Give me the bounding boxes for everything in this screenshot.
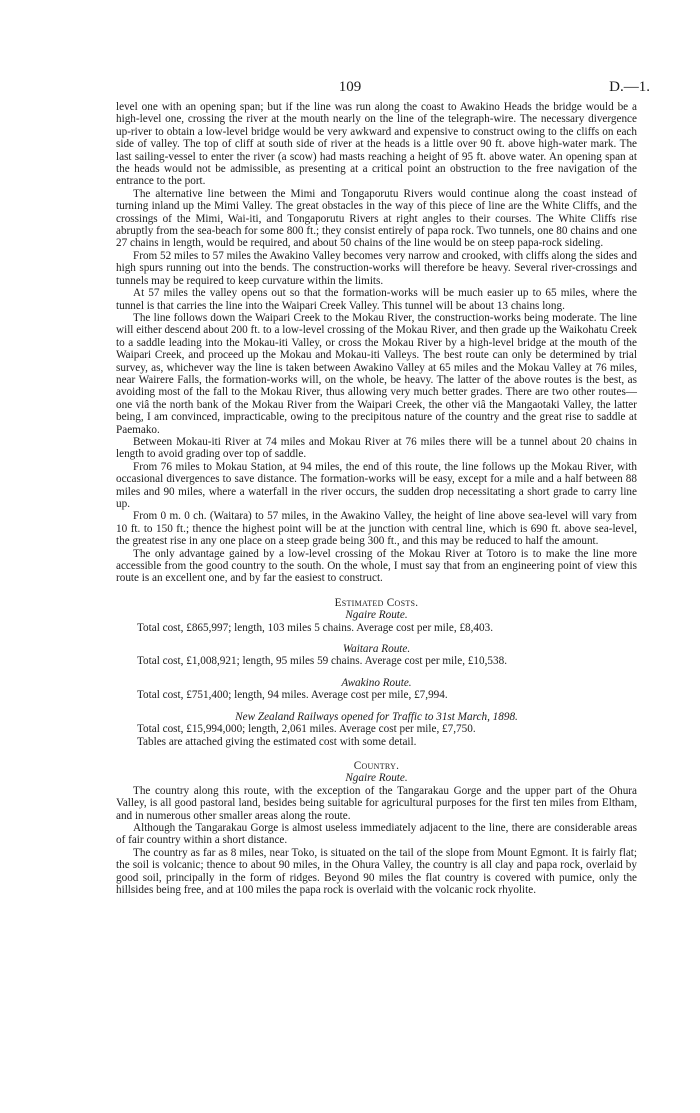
country-heading: Country. xyxy=(353,759,400,772)
paragraph: level one with an opening span; but if the line was run along the coast to Awakino Heads the bridge would be a high-level one, crossing the river at the mouth nearly on the line of the telegraph-wire. The necessary divergence up-river to obtain a low-level bridge would be very awkward and expensive to construct owing to the cliffs on each side of valley. The top of cliff at south side of river at the heads is a little over 90 ft. above high-water mark. The last sailing-vessel to enter the river (a scow) had masts reaching a height of 95 ft. above water. An opening span at the heads would not be admissible, as presenting at a critical point an obstruction to the free navigation of the entrance to the port. xyxy=(116,101,637,188)
route-heading: Ngaire Route. xyxy=(345,609,408,622)
paragraph: Between Mokau-iti River at 74 miles and Mokau River at 76 miles there will be a tunnel about 20 chains in length to avoid grading over top of saddle. xyxy=(116,435,637,461)
paragraph: The line follows down the Waipari Creek to the Mokau River, the construction-works being moderate. The line will either descend about 200 ft. to a low-level crossing of the Mokau River, and then grade up the Waikohatu Creek to a saddle leading into the Mokau-iti Valley, or cross the Mokau River by a high-level bridge at the mouth of the Waipari Creek, and proceed up the Mokau and Mokau-iti Valleys. The best route can only be determined by trial survey, as, whichever way the line is taken between Awakino Valley at 65 miles and the Mokau Valley at 76 miles, near Wairere Falls, the formation-works will, on the whole, be heavy. The latter of the above routes is the best, as avoiding most of the fall to the Mokau River, thus allowing very much better grades. There are two other routes—one viâ the north bank of the Mokau River from the Waipari Creek, the other viâ the Mangaotaki Valley, the latter being, I am convinced, impracticable, owing to the precipitous nature of the country and the great rise to saddle at Paemako. xyxy=(116,311,638,436)
page-number: 109 xyxy=(338,79,362,95)
route-heading: New Zealand Railways opened for Traffic to 31st March, 1898. xyxy=(235,710,518,723)
estimated-costs-heading: Estimated Costs. xyxy=(334,596,419,609)
route-heading: Awakino Route. xyxy=(341,676,412,689)
cost-line: Total cost, £865,997; length, 103 miles 5 chains. Average cost per mile, £8,403. xyxy=(137,621,494,634)
route-heading: Waitara Route. xyxy=(342,643,411,656)
cost-line: Total cost, £751,400; length, 94 miles. Average cost per mile, £7,994. xyxy=(137,689,448,702)
body-text xyxy=(116,101,637,896)
cost-line: Total cost, £1,008,921; length, 95 miles 59 chains. Average cost per mile, £10,538. xyxy=(137,655,507,668)
paragraph: From 52 miles to 57 miles the Awakino Valley becomes very narrow and crooked, with cliffs along the sides and high spurs running out into the bends. The construction-works will therefore be heavy. Several river-crossings and tunnels may be required to keep curvature within the limits. xyxy=(116,249,637,287)
paragraph: The alternative line between the Mimi and Tongaporutu Rivers would continue along the coast instead of turning inland up the Mimi Valley. The great obstacles in the way of this piece of line are the White Cliffs, and the crossings of the Mimi, Wai-iti, and Tongaporutu Rivers at right angles to their courses. The White Cliffs rise abruptly from the sea-beach for some 800 ft.; they consist entirely of papa rock. Two tunnels, one 80 chains and one 27 chains in length, would be required, and about 50 chains of the line would be on steep papa-rock sideling. xyxy=(116,187,637,250)
paragraph: From 76 miles to Mokau Station, at 94 miles, the end of this route, the line follows up the Mokau River, with occasional divergences to save distance. The formation-works will be easy, except for a mile and a half between 88 miles and 90 miles, where a waterfall in the river occurs, the sudden drop necessitating a short grade to carry line up. xyxy=(116,460,637,510)
document-reference: D.—1. xyxy=(609,79,650,95)
paragraph: The country along this route, with the exception of the Tangarakau Gorge and the upper part of the Ohura Valley, is all good pastoral land, besides being suitable for agricultural purposes for the first ten miles from Eltham, and in numerous other smaller areas along the route. xyxy=(116,784,637,822)
country-route-heading: Ngaire Route. xyxy=(345,772,408,785)
cost-note: Tables are attached giving the estimated cost with some detail. xyxy=(137,735,417,748)
paragraph: The country as far as 8 miles, near Toko, is situated on the tail of the slope from Mount Egmont. It is fairly flat; the soil is volcanic; thence to about 90 miles, in the Ohura Valley, the country is all clay and papa rock, overlaid by good soil, principally in the form of ridges. Beyond 90 miles the flat country is covered with pumice, only the hillsides being free, and at 100 miles the papa rock is overlaid with the volcanic rock rhyolite. xyxy=(116,846,637,896)
paragraph: The only advantage gained by a low-level crossing of the Mokau River at Totoro is to make the line more accessible from the good country to the south. On the whole, I must say that from an engineering point of view this route is an excellent one, and by far the easiest to construct. xyxy=(116,547,637,585)
paragraph: From 0 m. 0 ch. (Waitara) to 57 miles, in the Awakino Valley, the height of line above sea-level will vary from 10 ft. to 150 ft.; thence the highest point will be at the junction with central line, which is 690 ft. above sea-level, the greatest rise in any one place on a steep grade being 300 ft., and this may be reduced to half the amount. xyxy=(116,510,637,548)
paragraph: At 57 miles the valley opens out so that the formation-works will be much easier up to 65 miles, where the tunnel is that carries the line into the Waipari Creek Valley. This tunnel will be about 13 chains long. xyxy=(116,287,637,312)
paragraph: Although the Tangarakau Gorge is almost useless immediately adjacent to the line, there are considerable areas of fair country within a short distance. xyxy=(116,821,637,847)
cost-line: Total cost, £15,994,000; length, 2,061 miles. Average cost per mile, £7,750. xyxy=(137,723,476,736)
